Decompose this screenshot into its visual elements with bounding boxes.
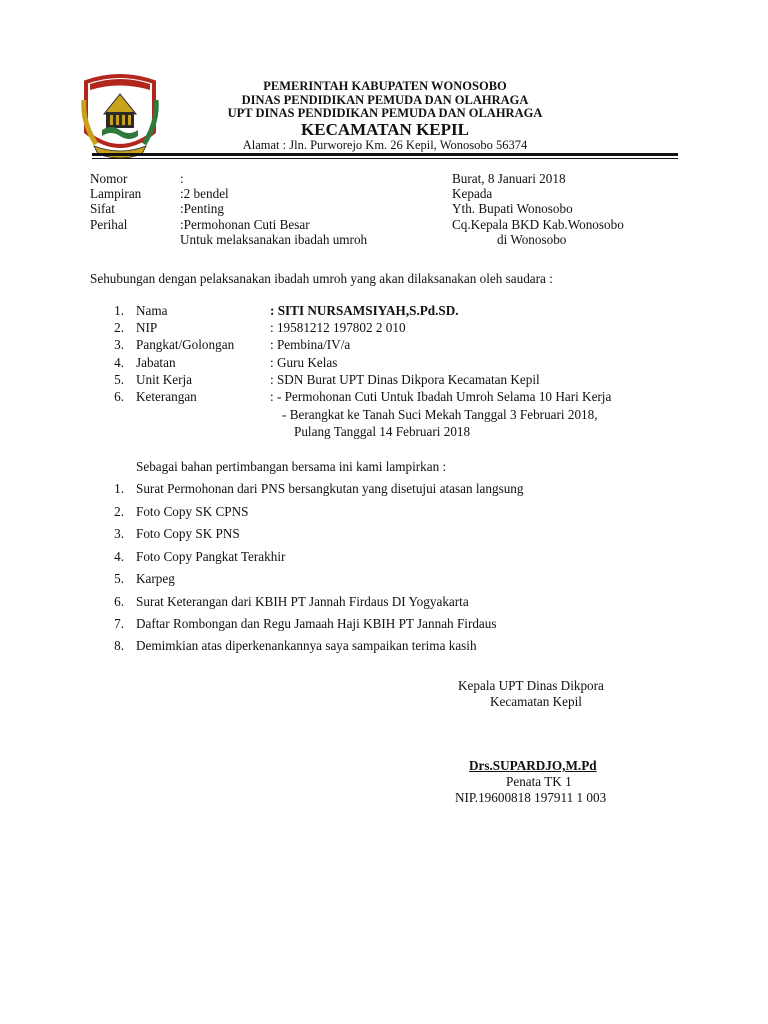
detail-label: Nama	[136, 303, 168, 318]
attachment-item: Foto Copy Pangkat Terakhir	[136, 549, 286, 564]
header-rule-thick	[92, 153, 678, 156]
detail-num: 1.	[114, 303, 124, 318]
signer-title-1: Kepala UPT Dinas Dikpora	[458, 678, 604, 693]
detail-num: 3.	[114, 337, 124, 352]
header-rule-thin	[92, 158, 678, 159]
detail-num: 5.	[114, 372, 124, 387]
recipient-kepada: Kepada	[452, 186, 493, 201]
detail-label: Jabatan	[136, 355, 176, 370]
signer-nip: NIP.19600818 197911 1 003	[455, 790, 607, 805]
detail-value: : Guru Kelas	[270, 355, 338, 370]
nomor-label: Nomor	[90, 171, 128, 186]
attachment-num: 8.	[114, 638, 124, 653]
attachment-num: 2.	[114, 504, 124, 519]
attachment-num: 3.	[114, 526, 124, 541]
header-line-1: PEMERINTAH KABUPATEN WONOSOBO	[263, 79, 507, 93]
perihal-label: Perihal	[90, 217, 128, 232]
attachment-num: 7.	[114, 616, 124, 631]
detail-num: 2.	[114, 320, 124, 335]
sifat-value: :Penting	[180, 201, 224, 216]
kabupaten-wonosobo-emblem	[80, 72, 160, 162]
detail-num: 4.	[114, 355, 124, 370]
detail-value-name: : SITI NURSAMSIYAH,S.Pd.SD.	[270, 303, 459, 318]
recipient-yth: Yth. Bupati Wonosobo	[452, 201, 573, 216]
header-line-4: KECAMATAN KEPIL	[301, 120, 469, 139]
detail-label: NIP	[136, 320, 158, 335]
header-address: Alamat : Jln. Purworejo Km. 26 Kepil, Wonosobo 56374	[242, 138, 528, 152]
attachment-num: 6.	[114, 594, 124, 609]
recipient-di: di Wonosobo	[497, 232, 567, 247]
lampiran-label: Lampiran	[90, 186, 142, 201]
keterangan-line-2: - Berangkat ke Tanah Suci Mekah Tanggal 3 Februari 2018,	[282, 407, 598, 422]
detail-label: Pangkat/Golongan	[136, 337, 235, 352]
detail-value: : - Permohonan Cuti Untuk Ibadah Umroh Selama 10 Hari Kerja	[270, 389, 612, 404]
detail-value: : 19581212 197802 2 010	[270, 320, 406, 335]
recipient-cq: Cq.Kepala BKD Kab.Wonosobo	[452, 217, 624, 232]
signer-title-2: Kecamatan Kepil	[490, 694, 582, 709]
attachment-item: Foto Copy SK CPNS	[136, 504, 249, 519]
detail-value: : SDN Burat UPT Dinas Dikpora Kecamatan Kepil	[270, 372, 540, 387]
header-line-3: UPT DINAS PENDIDIKAN PEMUDA DAN OLAHRAGA	[227, 106, 543, 120]
lampiran-value: :2 bendel	[180, 186, 229, 201]
attachments-intro: Sebagai bahan pertimbangan bersama ini kami lampirkan :	[136, 459, 447, 474]
intro-paragraph: Sehubungan dengan pelaksanakan ibadah umroh yang akan dilaksanakan oleh saudara :	[90, 271, 553, 286]
attachment-num: 5.	[114, 571, 124, 586]
signer-name: Drs.SUPARDJO,M.Pd	[469, 758, 597, 773]
perihal-value: :Permohonan Cuti Besar	[180, 217, 310, 232]
attachment-item: Surat Keterangan dari KBIH PT Jannah Firdaus DI Yogyakarta	[136, 594, 469, 609]
attachment-item: Karpeg	[136, 571, 175, 586]
detail-value: : Pembina/IV/a	[270, 337, 351, 352]
signer-rank: Penata TK 1	[506, 774, 572, 789]
header-line-2: DINAS PENDIDIKAN PEMUDA DAN OLAHRAGA	[241, 93, 529, 107]
keterangan-line-3: Pulang Tanggal 14 Februari 2018	[294, 424, 471, 439]
detail-label: Unit Kerja	[136, 372, 193, 387]
attachment-item: Surat Permohonan dari PNS bersangkutan yang disetujui atasan langsung	[136, 481, 524, 496]
detail-label: Keterangan	[136, 389, 197, 404]
nomor-value: :	[180, 171, 184, 186]
attachment-num: 4.	[114, 549, 124, 564]
attachment-item: Foto Copy SK PNS	[136, 526, 240, 541]
sifat-label: Sifat	[90, 201, 115, 216]
attachment-item: Demimkian atas diperkenankannya saya sampaikan terima kasih	[136, 638, 477, 653]
letter-date: Burat, 8 Januari 2018	[452, 171, 566, 186]
attachment-item: Daftar Rombongan dan Regu Jamaah Haji KBIH PT Jannah Firdaus	[136, 616, 497, 631]
detail-num: 6.	[114, 389, 124, 404]
attachment-num: 1.	[114, 481, 124, 496]
perihal-value-2: Untuk melaksanakan ibadah umroh	[180, 232, 368, 247]
